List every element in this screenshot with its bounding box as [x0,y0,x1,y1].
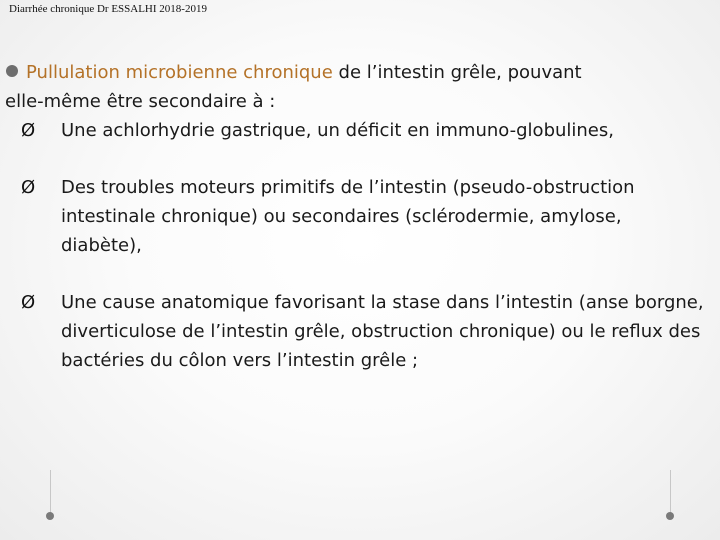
intro-highlight: Pullulation microbienne chronique [26,62,333,83]
left-decor-dot-icon [46,512,54,520]
list-item-text: Des troubles moteurs primitifs de l’intestin (pseudo-obstruction intestinale chronique) ou secondaires (sclérodermie, amylose, diabète), [61,177,635,256]
intro-text-1: de l’intestin grêle, pouvant [332,62,582,83]
left-decor-line [50,470,51,514]
right-decor-dot-icon [666,512,674,520]
list-item-text: Une cause anatomique favorisant la stase dans l’intestin (anse borgne, diverticulose de l’intestin grêle, obstruction chronique) ou le reflux des bactéries du côlon vers l’intestin grêle ; [61,292,704,371]
intro-paragraph [5,58,705,116]
list-item [5,173,705,260]
list-item [5,116,705,145]
list-item-text: Une achlorhydrie gastrique, un déficit en immuno-globulines, [61,120,614,141]
right-decor-line [670,470,671,514]
arrow-bullet-icon: Ø [21,292,36,313]
list-item [5,288,705,375]
arrow-bullet-icon: Ø [21,120,36,141]
bullet-dot-icon [6,65,18,77]
arrow-bullet-icon: Ø [21,177,36,198]
slide-header: Diarrhée chronique Dr ESSALHI 2018-2019 [9,3,207,15]
intro-text-2: elle-même être secondaire à : [5,91,276,112]
slide-content [5,58,705,375]
